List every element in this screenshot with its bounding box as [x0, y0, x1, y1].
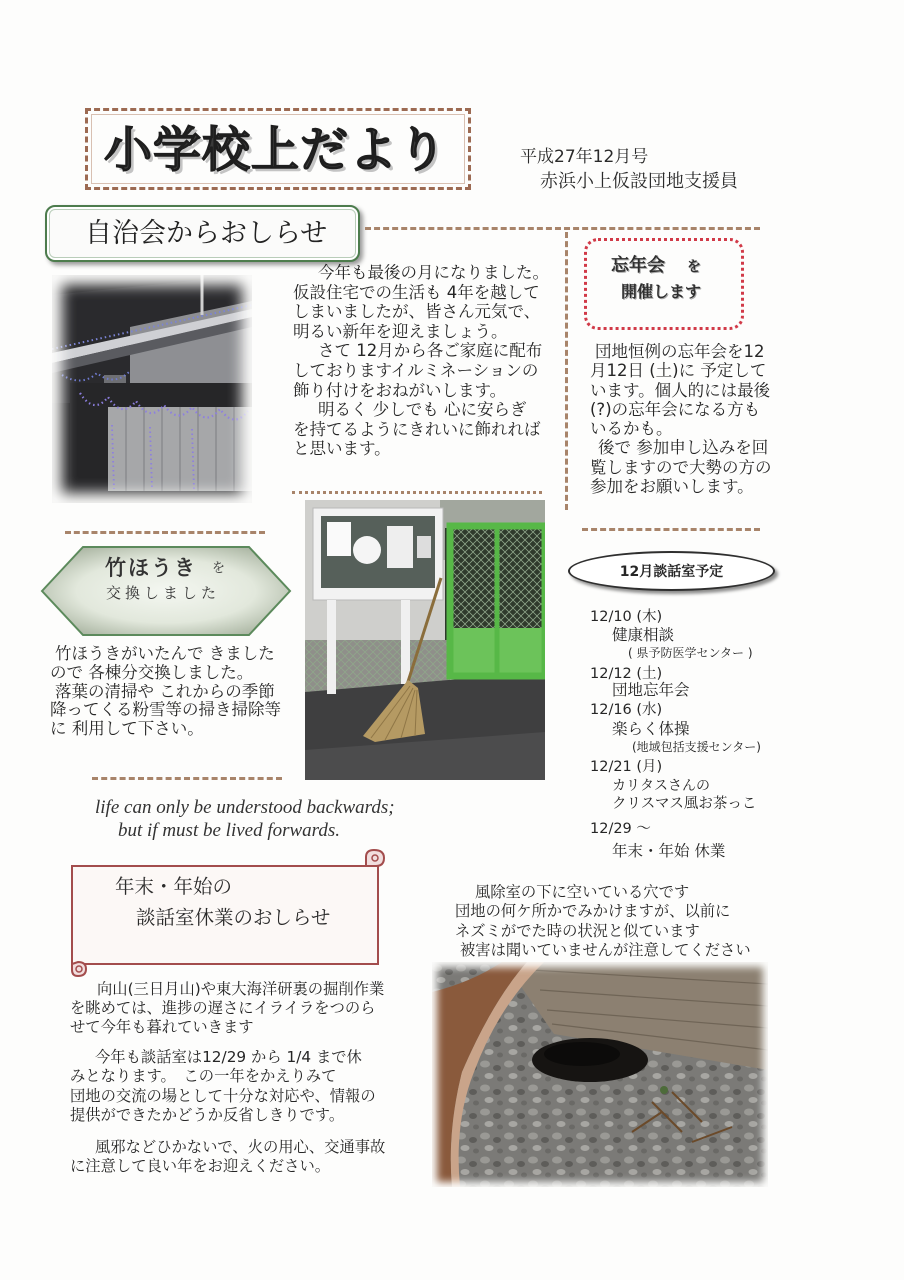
notice-line: と思います。	[293, 439, 391, 459]
notice-line: 明るい新年を迎えましょう。	[293, 321, 508, 341]
hole-line: ネズミがでた時の状況と似ています	[455, 921, 700, 940]
closure-heading-line2: 談話室休業のおしらせ	[136, 906, 331, 929]
closure-line: 提供ができたかどうか反省しきりです。	[70, 1105, 345, 1124]
schedule-date: 12/12 (土)	[590, 666, 663, 682]
broom-badge-subtitle: 交換しました	[106, 584, 221, 602]
notice-line: 明るく 少しでも 心に安らぎ	[318, 400, 527, 420]
closure-line: みとなります。 この一年をかえりみて	[70, 1067, 337, 1086]
illumination-photo-image	[52, 275, 252, 503]
closure-line: に注意して良い年をお迎えください。	[70, 1156, 331, 1175]
burrow-hole-photo	[432, 962, 768, 1187]
broom-line: ので 各棟分交換しました。	[50, 662, 254, 682]
notice-line: 仮設住宅での生活も 4年を越して	[293, 282, 540, 302]
bulletin-board-photo-image	[305, 500, 545, 780]
schedule-date: 12/16 (水)	[590, 702, 663, 718]
notice-line: 今年も最後の月になりました。	[318, 263, 549, 282]
hole-line: 団地の何ケ所かでみかけますが、以前に	[455, 902, 731, 921]
hole-line: 風除室の下に空いている穴です	[475, 883, 690, 901]
schedule-date: 12/10 (木)	[590, 609, 663, 625]
divider	[65, 531, 265, 534]
broom-badge-title: 竹ほうき	[105, 556, 197, 580]
bonenkai-line: 覧しますので大勢の方の	[590, 457, 772, 477]
closure-line: 団地の交流の場として十分な対応や、情報の	[70, 1086, 376, 1105]
broom-line: 降ってくる粉雪等の掃き掃除等	[50, 700, 281, 720]
schedule-heading: 12月談話室予定	[619, 564, 724, 580]
quote-line: life can only be understood backwards;	[95, 797, 395, 818]
closure-paragraph	[70, 1138, 385, 1175]
schedule-event: 健康相談	[612, 626, 675, 644]
broom-badge-particle: を	[212, 561, 226, 576]
bonenkai-line: (?)の忘年会になる方も	[590, 399, 761, 419]
bonenkai-line: 後で 参加申し込みを回	[598, 438, 769, 458]
publisher: 赤浜小上仮設団地支援員	[540, 171, 738, 192]
notice-line: しておりますイルミネーションの	[293, 360, 539, 380]
divider	[292, 491, 542, 494]
schedule-event: カリタスさんの	[612, 778, 710, 794]
broom-text	[50, 645, 281, 739]
hole-caption	[455, 883, 751, 960]
burrow-hole-photo-image	[432, 962, 768, 1187]
closure-line: を眺めては、進捗の遅さにイライラをつのら	[70, 999, 376, 1017]
schedule-event: 団地忘年会	[612, 681, 690, 699]
bonenkai-line: います。個人的には最後	[590, 380, 771, 400]
divider	[365, 227, 760, 230]
closure-paragraph	[70, 980, 384, 1037]
bonenkai-line: 月12日 (土)に 予定して	[590, 361, 767, 381]
bonenkai-badge-subtitle: 開催します	[621, 282, 702, 301]
issue-date: 平成27年12月号	[520, 147, 649, 167]
schedule-date: 12/29 ～	[590, 821, 651, 837]
schedule-note: ( 県予防医学センター )	[628, 646, 753, 660]
schedule-event: 楽らく体操	[612, 720, 690, 738]
closure-heading-line1: 年末・年始の	[115, 875, 233, 898]
schedule-note: (地域包括支援センター)	[632, 740, 761, 754]
bonenkai-line: 参加をお願いします。	[590, 477, 754, 497]
schedule-event: クリスマス風お茶っこ	[612, 796, 757, 812]
column-divider	[565, 232, 568, 510]
schedule-heading-oval	[568, 551, 775, 591]
schedule-event: 年末・年始 休業	[612, 842, 726, 860]
schedule-date: 12/21 (月)	[590, 759, 663, 775]
hole-line: 被害は聞いていませんが注意してください	[460, 940, 751, 959]
masthead-box	[85, 108, 471, 190]
closure-line: 向山(三日月山)や東大海洋研裏の掘削作業	[97, 980, 385, 998]
notice-text	[293, 263, 549, 459]
bonenkai-badge	[584, 238, 744, 330]
broom-line: 竹ほうきがいたんで きました	[55, 644, 275, 663]
bonenkai-badge-title: 忘年会	[611, 255, 665, 276]
newsletter-title: 小学校上だより	[104, 122, 448, 178]
closure-scroll-banner	[66, 848, 388, 978]
notice-line: を持てるようにきれいに飾れれば	[293, 419, 541, 439]
divider	[582, 528, 760, 531]
bonenkai-text	[590, 342, 772, 496]
notice-line: 飾り付けをおねがいします。	[293, 380, 507, 400]
bonenkai-line: いるかも。	[590, 419, 673, 439]
divider	[92, 777, 282, 780]
broom-line: に 利用して下さい。	[50, 719, 204, 739]
notice-heading: 自治会からおしらせ	[85, 218, 328, 249]
broom-line: 落葉の清掃や これからの季節	[55, 681, 275, 701]
notice-line: しまいましたが、皆さん元気で、	[293, 302, 541, 322]
bulletin-board-photo	[305, 500, 545, 780]
notice-heading-box	[45, 205, 360, 262]
closure-line: 今年も談話室は12/29 から 1/4 まで休	[95, 1048, 362, 1066]
notice-line: さて 12月から各ご家庭に配布	[318, 341, 543, 361]
closure-line: せて今年も暮れていきます	[70, 1018, 254, 1036]
illumination-photo	[52, 275, 252, 503]
broom-badge	[40, 545, 292, 637]
closure-line: 風邪などひかないで、火の用心、交通事故	[95, 1138, 386, 1156]
quote-line: but if must be lived forwards.	[118, 820, 341, 841]
bonenkai-line: 団地恒例の忘年会を12	[595, 342, 765, 361]
bonenkai-badge-particle: を	[687, 259, 701, 275]
closure-paragraph	[70, 1048, 376, 1125]
